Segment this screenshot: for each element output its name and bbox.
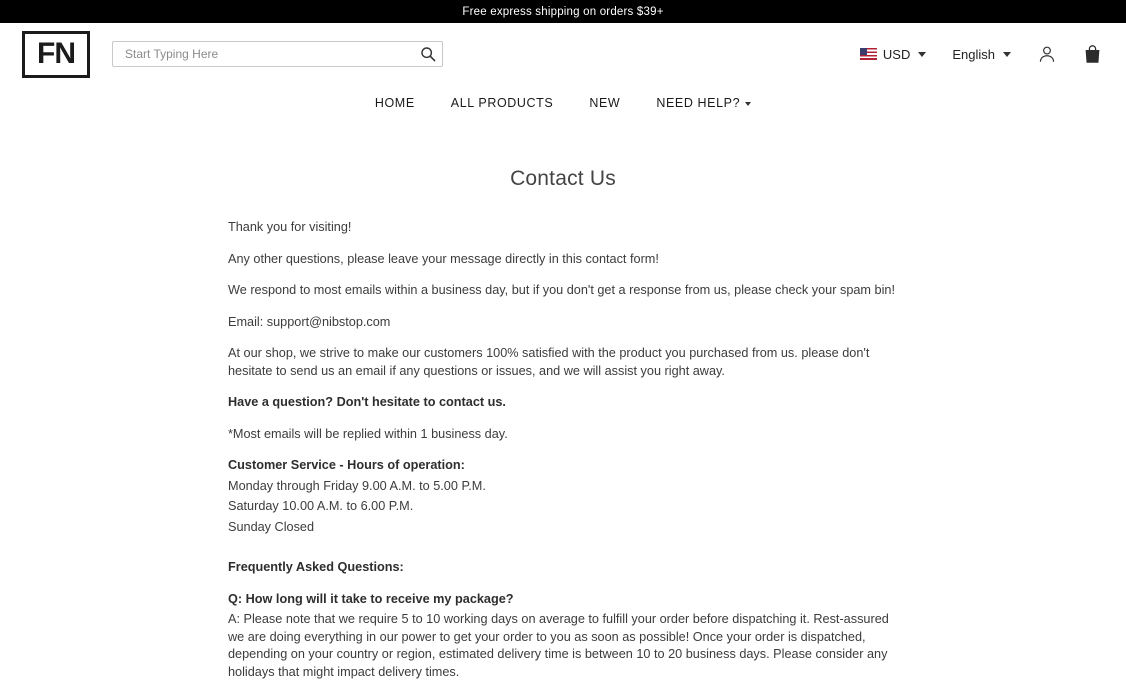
header-actions bbox=[860, 44, 1110, 64]
hours-saturday: Saturday 10.00 A.M. to 6.00 P.M. bbox=[228, 499, 414, 514]
paragraph-have-question: Have a question? Don't hesitate to contact us. bbox=[228, 395, 506, 410]
faq-title: Frequently Asked Questions: bbox=[228, 560, 404, 575]
hours-weekday: Monday through Friday 9.00 A.M. to 5.00 P.M. bbox=[228, 478, 486, 493]
spacer bbox=[228, 539, 899, 559]
cart-button[interactable] bbox=[1083, 44, 1102, 64]
customer-service-hours bbox=[228, 457, 899, 536]
search-submit-button[interactable] bbox=[419, 45, 437, 63]
chevron-down-icon bbox=[1003, 52, 1011, 57]
paragraph-email: Email: support@nibstop.com bbox=[228, 314, 391, 329]
site-header bbox=[0, 23, 1126, 85]
faq-item bbox=[228, 591, 899, 681]
search-bar bbox=[112, 41, 443, 67]
contact-content bbox=[227, 219, 899, 681]
announcement-bar bbox=[0, 0, 1126, 23]
hours-title: Customer Service - Hours of operation: bbox=[228, 458, 465, 473]
currency-label: USD bbox=[882, 46, 911, 62]
site-logo[interactable] bbox=[22, 31, 90, 78]
chevron-down-icon bbox=[918, 52, 926, 57]
paragraph-respond: We respond to most emails within a business day, but if you don't get a response from us, please check your spam bin! bbox=[228, 283, 895, 298]
us-flag-icon bbox=[860, 48, 877, 60]
search-icon bbox=[420, 46, 436, 62]
nav-item-label: NEW bbox=[589, 96, 621, 110]
currency-selector[interactable] bbox=[860, 47, 926, 62]
paragraph-strive: At our shop, we strive to make our customers 100% satisfied with the product you purchased from us. please don't hesitate to send us an email if any questions or issues, and we will assist you right away. bbox=[228, 346, 870, 378]
main-navigation bbox=[0, 85, 1126, 121]
paragraph-thanks: Thank you for visiting! bbox=[228, 220, 352, 234]
nav-item-all-products[interactable] bbox=[433, 96, 572, 110]
user-account-icon bbox=[1037, 44, 1057, 64]
logo-text: FN bbox=[37, 37, 75, 70]
announcement-text: Free express shipping on orders $39+ bbox=[462, 5, 664, 18]
nav-item-home[interactable] bbox=[357, 96, 433, 110]
page-title: Contact Us bbox=[510, 167, 616, 190]
nav-item-new[interactable] bbox=[571, 96, 638, 110]
account-button[interactable] bbox=[1037, 44, 1057, 64]
chevron-down-icon bbox=[745, 102, 751, 106]
language-label: English bbox=[952, 46, 995, 62]
hours-sunday: Sunday Closed bbox=[228, 519, 315, 534]
paragraph-reply-note: *Most emails will be replied within 1 business day. bbox=[228, 426, 508, 441]
nav-item-label: HOME bbox=[374, 96, 415, 110]
faq-answer: A: Please note that we require 5 to 10 working days on average to fulfill your order before dispatching it. Rest-assured we are doing everything in our power to get your order to you as soon as possible! Once your order is dispatched, depending on your country or region, estimated delivery time is between 10 to 20 business days. Please consider any holidays that might impact delivery times. bbox=[228, 612, 889, 679]
search-input[interactable] bbox=[112, 41, 443, 67]
paragraph-other-questions: Any other questions, please leave your message directly in this contact form! bbox=[228, 251, 659, 266]
nav-item-need-help[interactable] bbox=[638, 96, 769, 110]
shopping-bag-icon bbox=[1083, 44, 1102, 64]
nav-item-label: NEED HELP? bbox=[656, 96, 741, 110]
faq-question: Q: How long will it take to receive my package? bbox=[228, 591, 514, 606]
language-selector[interactable] bbox=[952, 47, 1011, 62]
nav-item-label: ALL PRODUCTS bbox=[450, 96, 554, 110]
